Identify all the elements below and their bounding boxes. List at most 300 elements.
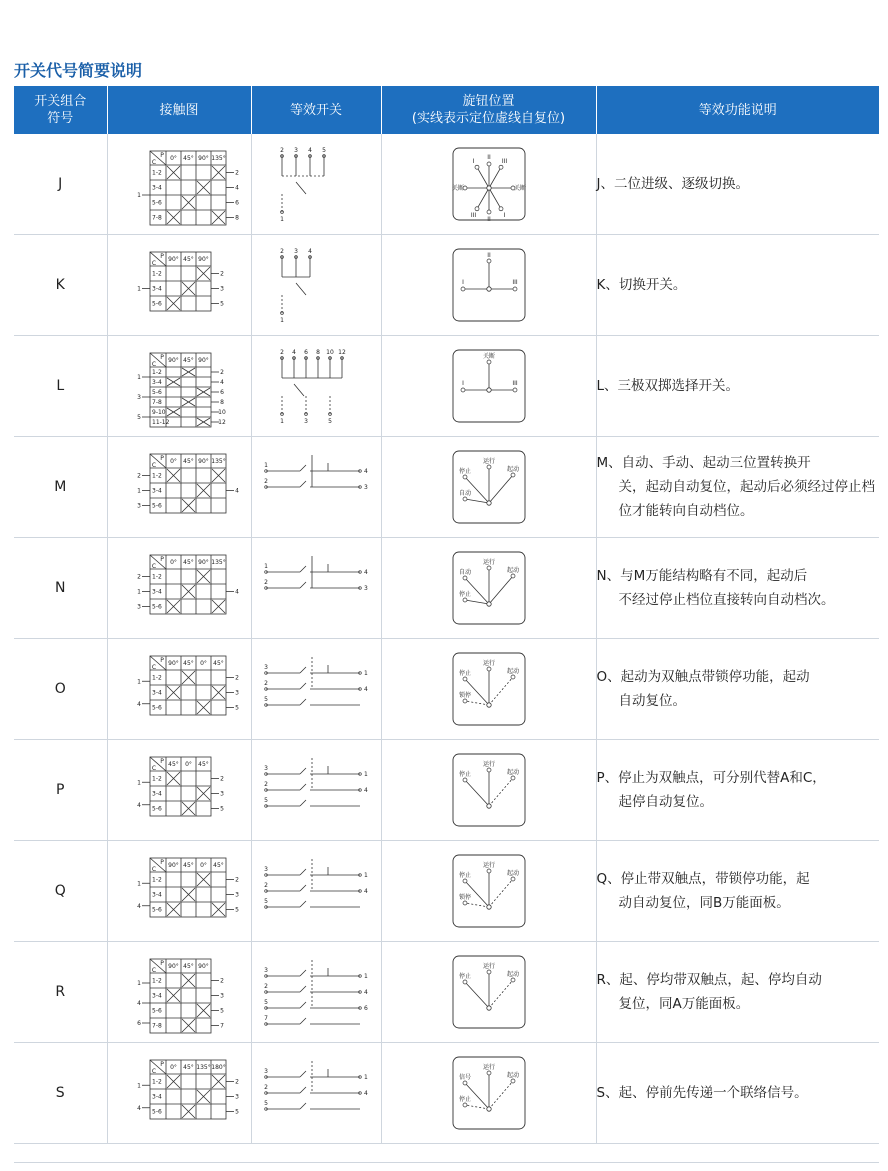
- knob-position-node: [463, 980, 467, 984]
- terminal-label: 7: [220, 1022, 224, 1030]
- table-row: [14, 437, 879, 538]
- terminal-label: 2: [264, 781, 268, 788]
- contact-row-label: 7-8: [152, 214, 162, 222]
- contact-blade: [300, 1018, 306, 1024]
- knob-position-node: [511, 1079, 515, 1083]
- contact-row-label: 1-2: [152, 674, 162, 682]
- description-first-line: R、起、停均带双触点，起、停均自动: [596, 972, 822, 988]
- contact-row-label: 3-4: [152, 1093, 162, 1101]
- table-row: [14, 740, 879, 841]
- position-angle-label: 135°: [211, 155, 226, 162]
- knob-position-node: [463, 497, 467, 501]
- position-angle-label: 45°: [213, 660, 224, 667]
- knob-position-label: II: [486, 154, 491, 161]
- terminal-label: 2: [137, 472, 141, 480]
- position-angle-label: 45°: [183, 357, 194, 364]
- position-angle-label: 90°: [168, 357, 179, 364]
- knob-svg: [451, 954, 527, 1030]
- switch-code: P: [14, 740, 107, 841]
- contact-diagram: [107, 538, 251, 639]
- terminal-label: 3: [264, 765, 268, 772]
- terminal-label: 2: [264, 478, 268, 485]
- contact-blade: [300, 784, 306, 790]
- contact-blade: [300, 667, 306, 673]
- contact-diagram: [107, 740, 251, 841]
- header-c-label: C: [151, 1068, 157, 1075]
- contact-diagram: [107, 336, 251, 437]
- knob-position-label: 起动: [506, 668, 519, 675]
- description-continuation: 复位，同A万能面板。: [618, 996, 750, 1012]
- terminal-label: 6: [304, 349, 308, 356]
- knob-position-node: [463, 598, 467, 602]
- position-angle-label: 90°: [198, 963, 209, 970]
- position-angle-label: 90°: [168, 660, 179, 667]
- header-p-label: P: [160, 455, 164, 462]
- knob-position-diagram: [381, 942, 596, 1043]
- knob-position-label: 锁停: [458, 894, 471, 901]
- knob-position-label: I: [503, 211, 505, 219]
- terminal-label: 8: [316, 349, 320, 356]
- terminal-label: 1: [364, 670, 368, 677]
- position-angle-label: 0°: [200, 660, 207, 667]
- function-description: [596, 942, 879, 1043]
- terminal-label: 3: [294, 248, 298, 255]
- knob-position-node: [463, 1103, 467, 1107]
- terminal-label: 3: [220, 992, 224, 1000]
- knob-svg: [451, 550, 527, 626]
- knob-position-label: I: [472, 158, 474, 166]
- terminal-label: 3: [137, 394, 141, 401]
- knob-center: [486, 1107, 490, 1111]
- knob-position-label: III: [511, 279, 518, 286]
- header-c-label: C: [151, 462, 157, 469]
- table-row: [14, 134, 879, 235]
- contact-grid-svg: [124, 1054, 239, 1132]
- knob-position-label: 停止: [458, 973, 471, 980]
- terminal-label: 3: [220, 790, 224, 798]
- contact-blade: [300, 1002, 306, 1008]
- position-angle-label: 45°: [183, 862, 194, 869]
- function-description: [596, 336, 879, 437]
- switch-code: L: [14, 336, 107, 437]
- terminal-label: 1: [137, 678, 141, 686]
- terminal-label: 4: [308, 147, 312, 154]
- description-first-line: S、起、停前先传递一个联络信号。: [596, 1085, 808, 1101]
- switch-blade: [294, 384, 304, 396]
- header-c-label: C: [151, 563, 157, 570]
- contact-row-label: 1-2: [152, 169, 162, 177]
- knob-position-node: [487, 1071, 491, 1075]
- knob-position-node: [511, 776, 515, 780]
- contact-row-label: 1-2: [152, 472, 162, 480]
- terminal-label: 1: [137, 487, 141, 495]
- switch-code: N: [14, 538, 107, 639]
- terminal-label: 10: [218, 409, 226, 416]
- position-angle-label: 0°: [170, 559, 177, 566]
- terminal-label: 5: [235, 704, 239, 712]
- contact-blade: [300, 566, 306, 572]
- header-c-label: C: [151, 664, 157, 671]
- position-angle-label: 45°: [183, 458, 194, 465]
- knob-position-diagram: [381, 437, 596, 538]
- knob-position-node: [463, 699, 467, 703]
- contact-grid-svg: [124, 953, 234, 1031]
- position-angle-label: 45°: [213, 862, 224, 869]
- terminal-label: 12: [218, 419, 226, 426]
- equivalent-switch-svg: [260, 344, 372, 428]
- header-equivalent: 等效开关: [251, 86, 381, 134]
- description-first-line: Q、停止带双触点，带锁停功能，起: [596, 871, 810, 887]
- knob-position-diagram: [381, 336, 596, 437]
- knob-position-label: 关断: [451, 185, 464, 192]
- terminal-label: 1: [137, 285, 141, 293]
- terminal-label: 2: [264, 882, 268, 889]
- knob-position-node: [487, 360, 491, 364]
- terminal-label: 6: [137, 1020, 141, 1027]
- header-knob: 旋钮位置 (实线表示定位虚线自复位): [381, 86, 596, 134]
- terminal-label: 2: [220, 977, 224, 985]
- contact-row-label: 3-4: [152, 790, 162, 798]
- terminal-label: 4: [364, 989, 368, 996]
- terminal-label: 1: [264, 462, 268, 469]
- description-continuation: 动自动复位，同B万能面板。: [618, 895, 790, 911]
- contact-row-label: 9-10: [152, 409, 166, 416]
- terminal-label: 4: [292, 349, 296, 356]
- knob-center: [486, 905, 490, 909]
- knob-position-label: 锁停: [458, 692, 471, 699]
- switch-code: J: [14, 134, 107, 235]
- terminal-label: 4: [364, 569, 368, 576]
- knob-position-node: [463, 475, 467, 479]
- equivalent-switch-svg: [260, 243, 372, 327]
- table-bottom-border: [14, 1162, 879, 1163]
- terminal-label: 2: [280, 248, 284, 255]
- header-p-label: P: [160, 253, 164, 260]
- contact-row-label: 3-4: [152, 588, 162, 596]
- header-contact: 接触图: [107, 86, 251, 134]
- knob-position-node: [487, 259, 491, 263]
- knob-position-label: 停止: [458, 771, 471, 778]
- description-first-line: O、起动为双触点带锁停功能，起动: [596, 669, 810, 685]
- table-row: [14, 538, 879, 639]
- contact-diagram: [107, 841, 251, 942]
- equivalent-switch-svg: [260, 1051, 372, 1135]
- position-angle-label: 0°: [200, 862, 207, 869]
- terminal-label: 1: [137, 588, 141, 596]
- terminal-label: 2: [235, 1078, 239, 1086]
- terminal-label: 3: [364, 484, 368, 491]
- position-angle-label: 90°: [198, 559, 209, 566]
- knob-position-label: III: [470, 211, 476, 219]
- knob-position-label: 起动: [506, 870, 519, 877]
- switch-code: Q: [14, 841, 107, 942]
- knob-svg: [451, 752, 527, 828]
- terminal-label: 6: [220, 389, 224, 396]
- switch-code: M: [14, 437, 107, 538]
- terminal-label: 5: [235, 906, 239, 914]
- contact-blade: [300, 683, 306, 689]
- terminal-label: 2: [235, 876, 239, 884]
- knob-position-label: II: [486, 252, 491, 259]
- knob-position-node: [461, 287, 465, 291]
- contact-row-label: 1-2: [152, 876, 162, 884]
- knob-position-label: 运行: [482, 862, 495, 869]
- terminal-label: 2: [220, 369, 224, 376]
- knob-center: [486, 186, 490, 190]
- knob-svg: [451, 348, 527, 424]
- knob-position-label: 停止: [458, 591, 471, 598]
- contact-row-label: 7-8: [152, 399, 162, 406]
- contact-row-label: 3-4: [152, 184, 162, 192]
- table-row: [14, 235, 879, 336]
- knob-position-label: 运行: [482, 761, 495, 768]
- table-row: [14, 1043, 879, 1144]
- terminal-label: 6: [364, 1005, 368, 1012]
- terminal-label: 4: [137, 902, 141, 910]
- function-description: [596, 841, 879, 942]
- description-first-line: L、三极双掷选择开关。: [596, 378, 740, 394]
- knob-svg: [451, 1055, 527, 1131]
- contact-blade: [300, 869, 306, 875]
- equivalent-switch-diagram: [251, 437, 381, 538]
- terminal-label: 2: [137, 573, 141, 581]
- terminal-label: 1: [280, 418, 284, 425]
- contact-row-label: 5-6: [152, 704, 162, 712]
- contact-row-label: 3-4: [152, 992, 162, 1000]
- contact-blade: [300, 1103, 306, 1109]
- contact-blade: [300, 465, 306, 471]
- knob-position-diagram: [381, 1043, 596, 1144]
- contact-row-label: 7-8: [152, 1022, 162, 1030]
- terminal-label: 1: [137, 1082, 141, 1090]
- table-row: [14, 942, 879, 1043]
- header-p-label: P: [160, 1061, 164, 1068]
- equivalent-switch-svg: [260, 546, 372, 630]
- knob-svg: [451, 449, 527, 525]
- terminal-label: 3: [264, 1068, 268, 1075]
- header-p-label: P: [160, 152, 164, 159]
- terminal-label: 5: [264, 696, 268, 703]
- contact-diagram: [107, 134, 251, 235]
- contact-row-label: 3-4: [152, 891, 162, 899]
- terminal-label: 7: [264, 1015, 268, 1022]
- position-angle-label: 90°: [168, 862, 179, 869]
- terminal-label: 4: [235, 588, 239, 596]
- header-c-label: C: [151, 361, 157, 368]
- position-angle-label: 90°: [198, 155, 209, 162]
- position-angle-label: 45°: [183, 256, 194, 263]
- contact-blade: [300, 582, 306, 588]
- knob-position-node: [513, 287, 517, 291]
- equivalent-switch-diagram: [251, 639, 381, 740]
- terminal-label: 3: [137, 502, 141, 510]
- table-row: [14, 336, 879, 437]
- position-angle-label: 45°: [183, 559, 194, 566]
- knob-position-label: 自动: [458, 490, 471, 497]
- contact-blade: [300, 885, 306, 891]
- knob-position-label: 运行: [482, 559, 495, 566]
- contact-row-label: 1-2: [152, 977, 162, 985]
- description-first-line: J、二位进级、逐级切换。: [596, 176, 749, 192]
- equivalent-switch-svg: [260, 142, 372, 226]
- equivalent-switch-diagram: [251, 235, 381, 336]
- position-angle-label: 0°: [170, 155, 177, 162]
- header-code: 开关组合 符号: [14, 86, 107, 134]
- knob-position-node: [511, 574, 515, 578]
- knob-position-node: [461, 388, 465, 392]
- terminal-label: 3: [264, 664, 268, 671]
- knob-position-label: 运行: [482, 1064, 495, 1071]
- knob-position-label: 起动: [506, 769, 519, 776]
- equivalent-switch-svg: [260, 445, 372, 529]
- position-angle-label: 45°: [183, 660, 194, 667]
- terminal-label: 1: [137, 779, 141, 787]
- knob-position-node: [487, 162, 491, 166]
- position-angle-label: 90°: [198, 458, 209, 465]
- knob-position-diagram: [381, 639, 596, 740]
- knob-position-label: I: [461, 279, 464, 286]
- terminal-label: 3: [294, 147, 298, 154]
- position-angle-label: 135°: [211, 458, 226, 465]
- knob-position-node: [487, 768, 491, 772]
- contact-row-label: 3-4: [152, 689, 162, 697]
- function-description: [596, 437, 879, 538]
- terminal-label: 4: [235, 184, 239, 192]
- contact-grid-svg: [124, 650, 239, 728]
- contact-row-label: 5-6: [152, 502, 162, 510]
- terminal-label: 4: [364, 468, 368, 475]
- equivalent-switch-svg: [260, 647, 372, 731]
- terminal-label: 5: [322, 147, 326, 154]
- equivalent-switch-diagram: [251, 841, 381, 942]
- switch-blade: [296, 283, 306, 295]
- contact-row-label: 11-12: [152, 419, 170, 426]
- knob-center: [486, 602, 490, 606]
- terminal-label: 2: [220, 775, 224, 783]
- contact-grid-svg: [124, 246, 234, 324]
- terminal-label: 4: [364, 1090, 368, 1097]
- knob-position-node: [487, 970, 491, 974]
- position-angle-label: 0°: [170, 1064, 177, 1071]
- description-continuation: 不经过停止档位直接转向自动档次。: [618, 592, 835, 608]
- equivalent-switch-svg: [260, 950, 372, 1034]
- knob-position-label: 信号: [458, 1074, 471, 1081]
- position-angle-label: 135°: [196, 1064, 211, 1071]
- header-p-label: P: [160, 859, 164, 866]
- terminal-label: 2: [280, 349, 284, 356]
- header-c-label: C: [151, 866, 157, 873]
- knob-center: [486, 501, 490, 505]
- knob-position-node: [475, 207, 479, 211]
- contact-row-label: 5-6: [152, 199, 162, 207]
- description-first-line: K、切换开关。: [596, 277, 687, 293]
- terminal-label: 4: [308, 248, 312, 255]
- knob-position-node: [511, 877, 515, 881]
- position-angle-label: 0°: [170, 458, 177, 465]
- knob-position-label: III: [511, 380, 518, 387]
- contact-blade: [300, 1087, 306, 1093]
- knob-position-label: 停止: [458, 670, 471, 677]
- terminal-label: 3: [220, 285, 224, 293]
- knob-position-label: 起动: [506, 971, 519, 978]
- description-first-line: M、自动、手动、起动三位置转换开: [596, 455, 811, 471]
- knob-position-label: 停止: [458, 1096, 471, 1103]
- position-angle-label: 45°: [183, 963, 194, 970]
- terminal-label: 5: [137, 414, 141, 421]
- table-header-row: [14, 86, 879, 134]
- knob-center: [486, 804, 490, 808]
- knob-position-node: [511, 978, 515, 982]
- page-title: 开关代号简要说明: [14, 61, 143, 80]
- position-angle-label: 90°: [168, 256, 179, 263]
- terminal-label: 5: [220, 805, 224, 813]
- knob-position-label: II: [486, 216, 491, 223]
- terminal-label: 2: [264, 1084, 268, 1091]
- header-p-label: P: [160, 556, 164, 563]
- contact-grid-svg: [124, 448, 239, 526]
- description-continuation: 起停自动复位。: [618, 794, 713, 810]
- terminal-label: 4: [137, 1000, 141, 1007]
- terminal-label: 6: [235, 199, 239, 207]
- knob-svg: [451, 853, 527, 929]
- terminal-label: 1: [137, 192, 141, 199]
- terminal-label: 3: [264, 866, 268, 873]
- terminal-label: 4: [235, 487, 239, 495]
- position-angle-label: 45°: [183, 155, 194, 162]
- contact-diagram: [107, 437, 251, 538]
- knob-position-label: 运行: [482, 660, 495, 667]
- contact-blade: [300, 986, 306, 992]
- header-p-label: P: [160, 758, 164, 765]
- knob-svg: [451, 146, 527, 222]
- terminal-label: 10: [326, 349, 334, 356]
- knob-position-node: [499, 207, 503, 211]
- terminal-label: 3: [235, 891, 239, 899]
- contact-grid-svg: [124, 751, 234, 829]
- description-first-line: P、停止为双触点，可分别代替A和C，: [596, 770, 826, 786]
- terminal-label: 1: [364, 1074, 368, 1081]
- knob-position-label: 自动: [458, 569, 471, 576]
- header-function: 等效功能说明: [596, 86, 879, 134]
- position-angle-label: 90°: [198, 256, 209, 263]
- terminal-label: 3: [235, 689, 239, 697]
- contact-row-label: 1-2: [152, 1078, 162, 1086]
- function-description: [596, 639, 879, 740]
- contact-diagram: [107, 235, 251, 336]
- equivalent-switch-svg: [260, 748, 372, 832]
- terminal-label: 8: [220, 399, 224, 406]
- knob-position-node: [487, 869, 491, 873]
- terminal-label: 5: [264, 999, 268, 1006]
- knob-center: [486, 388, 490, 392]
- contact-blade: [300, 699, 306, 705]
- contact-row-label: 5-6: [152, 906, 162, 914]
- terminal-label: 1: [364, 872, 368, 879]
- header-c-label: C: [151, 260, 157, 267]
- contact-row-label: 5-6: [152, 300, 162, 308]
- terminal-label: 5: [220, 300, 224, 308]
- contact-row-label: 5-6: [152, 805, 162, 813]
- knob-position-node: [463, 901, 467, 905]
- knob-center: [486, 1006, 490, 1010]
- knob-position-node: [463, 778, 467, 782]
- terminal-label: 1: [137, 374, 141, 381]
- knob-position-diagram: [381, 841, 596, 942]
- terminal-label: 3: [235, 1093, 239, 1101]
- terminal-label: 2: [235, 169, 239, 177]
- contact-blade: [300, 481, 306, 487]
- knob-position-node: [487, 465, 491, 469]
